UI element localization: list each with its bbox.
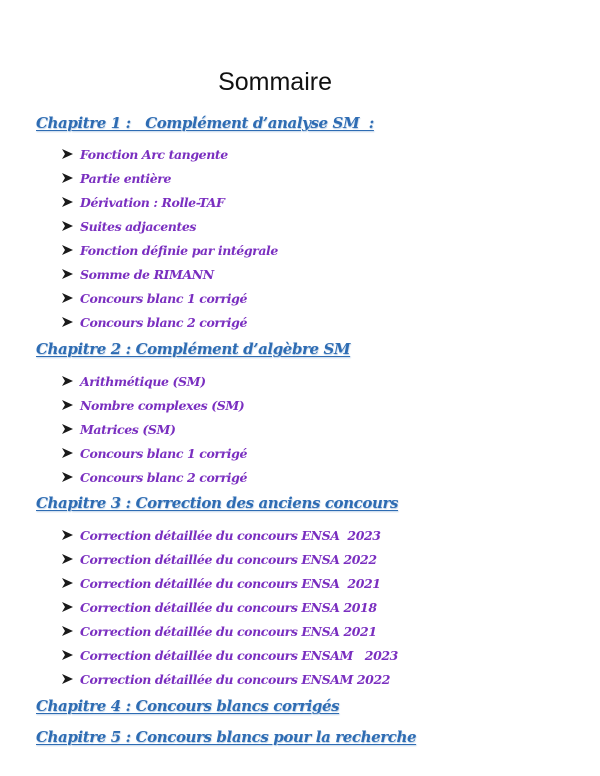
chapter-3-link[interactable]: Chapitre 3 : Correction des anciens concours bbox=[36, 494, 399, 512]
list-item[interactable]: Concours blanc 1 corrigé bbox=[62, 444, 247, 462]
list-item[interactable]: Fonction Arc tangente bbox=[62, 145, 228, 163]
arrowhead-bullet-icon bbox=[62, 221, 80, 231]
list-item[interactable]: Correction détaillée du concours ENSAM 2022 bbox=[62, 670, 390, 688]
list-item[interactable]: Nombre complexes (SM) bbox=[62, 396, 244, 414]
arrowhead-bullet-icon bbox=[62, 626, 80, 636]
list-item[interactable]: Concours blanc 2 corrigé bbox=[62, 468, 247, 486]
list-item[interactable]: Correction détaillée du concours ENSAM 2023 bbox=[62, 646, 398, 664]
chapter-2-link[interactable]: Chapitre 2 : Complément d’algèbre SM bbox=[36, 340, 351, 358]
arrowhead-bullet-icon bbox=[62, 578, 80, 588]
arrowhead-bullet-icon bbox=[62, 424, 80, 434]
page-title: Sommaire bbox=[218, 68, 332, 96]
chapter-5-link[interactable]: Chapitre 5 : Concours blancs pour la recherche bbox=[36, 728, 417, 746]
list-item[interactable]: Suites adjacentes bbox=[62, 217, 196, 235]
list-item[interactable]: Somme de RIMANN bbox=[62, 265, 214, 283]
arrowhead-bullet-icon bbox=[62, 602, 80, 612]
list-item[interactable]: Correction détaillée du concours ENSA 2022 bbox=[62, 550, 377, 568]
list-item[interactable]: Concours blanc 1 corrigé bbox=[62, 289, 247, 307]
arrowhead-bullet-icon bbox=[62, 530, 80, 540]
arrowhead-bullet-icon bbox=[62, 317, 80, 327]
list-item[interactable]: Correction détaillée du concours ENSA 2021 bbox=[62, 574, 381, 592]
list-item[interactable]: Partie entière bbox=[62, 169, 171, 187]
arrowhead-bullet-icon bbox=[62, 245, 80, 255]
list-item[interactable]: Correction détaillée du concours ENSA 2018 bbox=[62, 598, 377, 616]
arrowhead-bullet-icon bbox=[62, 650, 80, 660]
arrowhead-bullet-icon bbox=[62, 173, 80, 183]
arrowhead-bullet-icon bbox=[62, 269, 80, 279]
list-item[interactable]: Correction détaillée du concours ENSA 2023 bbox=[62, 526, 381, 544]
list-item[interactable]: Matrices (SM) bbox=[62, 420, 176, 438]
arrowhead-bullet-icon bbox=[62, 472, 80, 482]
list-item[interactable]: Concours blanc 2 corrigé bbox=[62, 313, 247, 331]
list-item[interactable]: Fonction définie par intégrale bbox=[62, 241, 278, 259]
arrowhead-bullet-icon bbox=[62, 448, 80, 458]
list-item[interactable]: Correction détaillée du concours ENSA 2021 bbox=[62, 622, 377, 640]
arrowhead-bullet-icon bbox=[62, 149, 80, 159]
list-item[interactable]: Dérivation : Rolle-TAF bbox=[62, 193, 224, 211]
arrowhead-bullet-icon bbox=[62, 400, 80, 410]
arrowhead-bullet-icon bbox=[62, 197, 80, 207]
list-item[interactable]: Arithmétique (SM) bbox=[62, 372, 206, 390]
arrowhead-bullet-icon bbox=[62, 674, 80, 684]
arrowhead-bullet-icon bbox=[62, 293, 80, 303]
chapter-4-link[interactable]: Chapitre 4 : Concours blancs corrigés bbox=[36, 697, 340, 715]
arrowhead-bullet-icon bbox=[62, 554, 80, 564]
arrowhead-bullet-icon bbox=[62, 376, 80, 386]
chapter-1-link[interactable]: Chapitre 1 : Complément d’analyse SM : bbox=[36, 114, 374, 132]
